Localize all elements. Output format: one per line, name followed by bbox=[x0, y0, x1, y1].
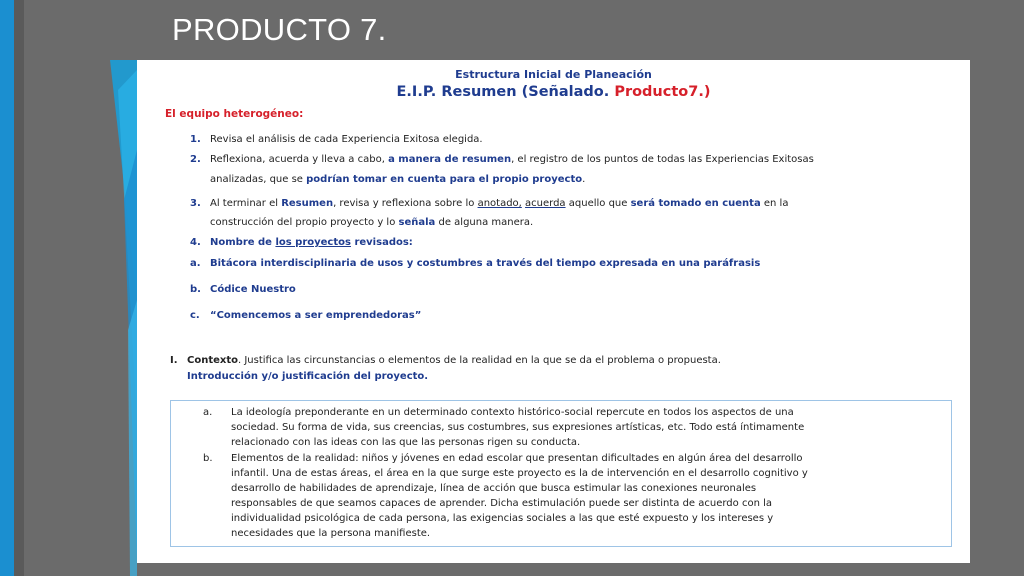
context-line: Contexto. Justifica las circunstancias o elementos de la realidad en la que se da el problema o propuesta. bbox=[187, 355, 721, 366]
box-b-line-1: Elementos de la realidad: niños y jóvenes en edad escolar que presentan dificultades en algún área del desarrollo bbox=[231, 453, 803, 464]
team-label: El equipo heterogéneo: bbox=[165, 108, 304, 120]
step-2-number: 2. bbox=[190, 154, 201, 165]
box-b-line-3: desarrollo de habilidades de aprendizaje, línea de acción que busca estimular las conexiones neuronales bbox=[231, 483, 757, 494]
step-1-number: 1. bbox=[190, 134, 201, 145]
doc-header-main-blue: E.I.P. Resumen (Señalado. bbox=[396, 84, 610, 100]
project-c-letter: c. bbox=[190, 310, 200, 321]
doc-header-small: Estructura Inicial de Planeación bbox=[455, 68, 652, 81]
step-2-line-2: analizadas, que se podrían tomar en cuenta para el propio proyecto. bbox=[210, 174, 586, 185]
doc-header-main bbox=[137, 84, 970, 100]
box-item-a-label: a. bbox=[203, 407, 213, 418]
project-a-name: Bitácora interdisciplinaria de usos y costumbres a través del tiempo expresada en una paráfrasis bbox=[210, 258, 761, 269]
decorative-stripes bbox=[0, 0, 140, 576]
project-c-name: “Comencemos a ser emprendedoras” bbox=[210, 310, 422, 321]
doc-header-main-red: Producto7.) bbox=[614, 84, 711, 100]
step-1-text: Revisa el análisis de cada Experiencia Exitosa elegida. bbox=[210, 134, 483, 145]
box-a-line-2: sociedad. Su forma de vida, sus creencias, sus costumbres, sus expresiones artísticas, etc. Todo está íntimamente bbox=[231, 422, 805, 433]
step-2-line-1: Reflexiona, acuerda y lleva a cabo, a manera de resumen, el registro de los puntos de todas las Experiencias Exitosas bbox=[210, 154, 814, 165]
document-image bbox=[137, 60, 970, 563]
box-item-b-label: b. bbox=[203, 453, 213, 464]
step-3-number: 3. bbox=[190, 198, 201, 209]
box-b-line-6: necesidades que la persona manifieste. bbox=[231, 528, 431, 539]
box-b-line-5: individualidad psicológica de cada persona, las exigencias sociales a las que esté expuesto y los intereses y bbox=[231, 513, 774, 524]
box-b-line-4: responsables de que seamos capaces de aprender. Dicha estimulación puede ser distinta de acuerdo con la bbox=[231, 498, 772, 509]
slide-title: PRODUCTO 7. bbox=[172, 12, 387, 47]
project-b-letter: b. bbox=[190, 284, 201, 295]
box-a-line-3: relacionado con las ideas con las que las personas rigen su conducta. bbox=[231, 437, 581, 448]
step-4-number: 4. bbox=[190, 237, 201, 248]
project-a-letter: a. bbox=[190, 258, 201, 269]
context-subtitle: Introducción y/o justificación del proyecto. bbox=[187, 371, 429, 382]
context-number: I. bbox=[170, 355, 178, 366]
project-b-name: Códice Nuestro bbox=[210, 284, 296, 295]
step-4-text: Nombre de los proyectos revisados: bbox=[210, 237, 413, 248]
box-a-line-1: La ideología preponderante en un determinado contexto histórico-social repercute en todos los aspectos de una bbox=[231, 407, 794, 418]
justification-box bbox=[170, 400, 952, 547]
box-b-line-2: infantil. Una de estas áreas, el área en la que surge este proyecto es la de intervención en el desarrollo cognitivo y bbox=[231, 468, 808, 479]
step-3-line-1: Al terminar el Resumen, revisa y reflexiona sobre lo anotado, acuerda aquello que será tomado en cuenta en la bbox=[210, 198, 789, 209]
step-3-line-2: construcción del propio proyecto y lo señala de alguna manera. bbox=[210, 217, 534, 228]
